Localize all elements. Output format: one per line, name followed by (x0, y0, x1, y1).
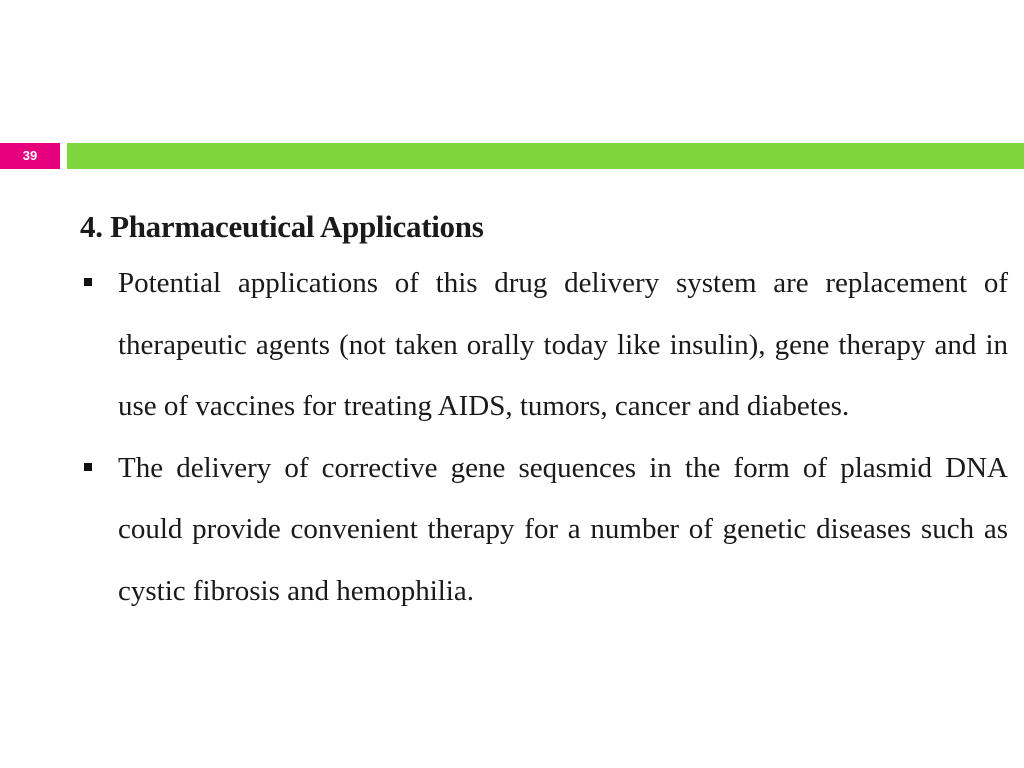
square-bullet-icon (84, 463, 92, 471)
section-heading: 4. Pharmaceutical Applications (80, 209, 484, 244)
bullet-item (80, 253, 1008, 438)
bullet-text: Potential applications of this drug delivery system are replacement of therapeutic agents (not taken orally today like insulin), gene therapy and in use of vaccines for treating AIDS, tumors, cancer and diabetes. (118, 267, 1008, 422)
page-number: 39 (0, 143, 60, 169)
slide-content (80, 205, 1008, 622)
bullet-text: The delivery of corrective gene sequences in the form of plasmid DNA could provide convenient therapy for a number of genetic diseases such as cystic fibrosis and hemophilia. (118, 451, 1008, 607)
header-bar (67, 143, 1024, 169)
bullet-list (80, 253, 1008, 622)
square-bullet-icon (84, 278, 92, 286)
bullet-item (80, 438, 1008, 623)
